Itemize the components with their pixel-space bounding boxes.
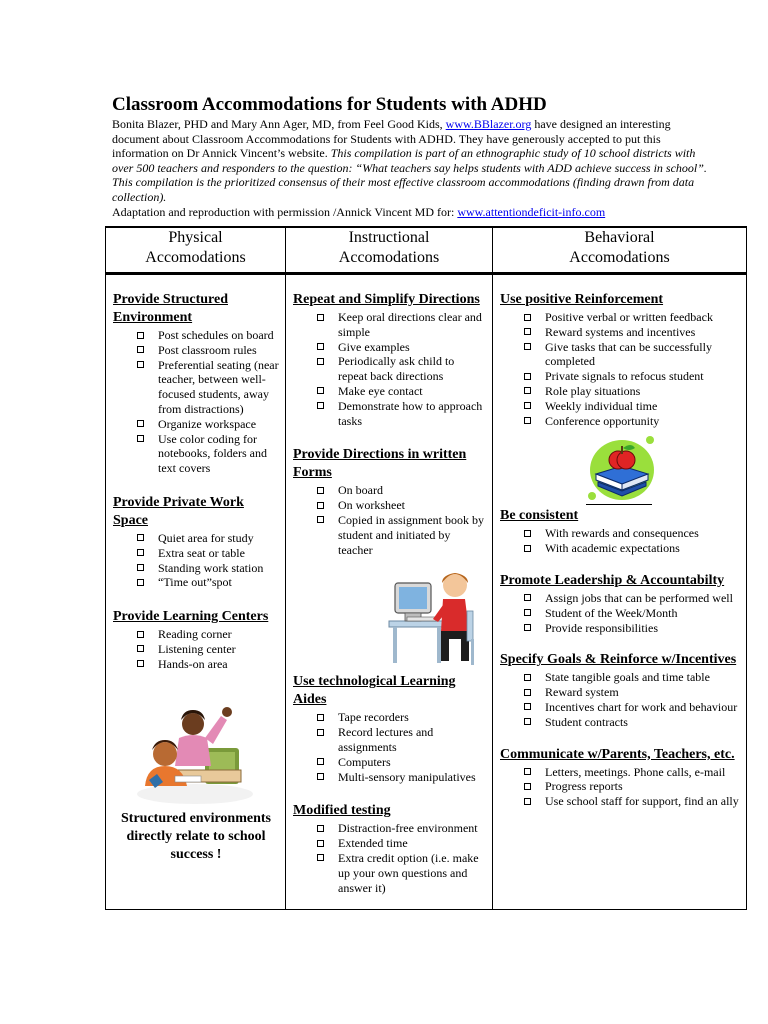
list-item: Quiet area for study — [137, 531, 279, 546]
behavioral-column — [493, 274, 747, 910]
technological-aides-list — [293, 710, 486, 784]
list-item: Provide responsibilities — [524, 621, 740, 636]
list-item: Extra credit option (i.e. make up your own questions and answer it) — [317, 851, 486, 895]
list-item: Make eye contact — [317, 384, 486, 399]
section-heading: Provide Structured Environment — [113, 292, 228, 325]
column-header-behavioral: Behavioral Accomodations — [493, 227, 747, 274]
section-heading: Provide Learning Centers — [113, 609, 269, 625]
list-item: Copied in assignment book by student and initiated by teacher — [317, 513, 486, 557]
private-work-space-list — [113, 531, 279, 590]
list-item: Organize workspace — [137, 417, 279, 432]
section-heading: Be consistent — [500, 508, 579, 524]
bblazer-link[interactable]: www.BBlazer.org — [445, 117, 532, 131]
section-heading: Use positive Reinforcement — [500, 292, 664, 307]
list-item: Weekly individual time — [524, 399, 740, 414]
list-item: Extra seat or table — [137, 546, 279, 561]
communicate-list — [500, 765, 740, 809]
be-consistent-list — [500, 526, 740, 556]
document-title: Classroom Accommodations for Students with ADHD — [112, 94, 547, 115]
physical-caption: Structured environments directly relate to school success ! — [121, 810, 271, 862]
list-item: Multi-sensory manipulatives — [317, 770, 486, 785]
list-item: Give examples — [317, 340, 486, 355]
list-item: With rewards and consequences — [524, 526, 740, 541]
goals-incentives-list — [500, 670, 740, 729]
list-item: Incentives chart for work and behaviour — [524, 700, 740, 715]
intro-italic-note: This compilation is part of an ethnographic study of 10 school districts with over 500 teachers and responders to the question: “What teachers say helps students with ADD achieve success in school”. This compilation is the prioritized consensus of their most effective classroom accommodations (finding drawn from data collection). — [112, 146, 707, 204]
table-header-row — [106, 227, 747, 274]
list-item: Post classroom rules — [137, 343, 279, 358]
list-item: “Time out”spot — [137, 575, 279, 590]
accommodations-table — [105, 226, 747, 910]
underline-divider — [586, 504, 652, 505]
adaptation-text: Adaptation and reproduction with permission /Annick Vincent MD for: — [112, 204, 458, 219]
list-item: Demonstrate how to approach tasks — [317, 399, 486, 429]
intro-text-continued: have designed an interesting document about Classroom Accommodations for Students with ADHD. They have generously accepted to put this information on Dr Annick Vincent’s website. — [112, 117, 671, 161]
list-item: Hands-on area — [137, 657, 279, 672]
list-item: Positive verbal or written feedback — [524, 310, 740, 325]
list-item: With academic expectations — [524, 541, 740, 556]
list-item: On worksheet — [317, 498, 486, 513]
repeat-directions-list — [293, 310, 486, 428]
modified-testing-list — [293, 821, 486, 895]
list-item: Tape recorders — [317, 710, 486, 725]
list-item: Conference opportunity — [524, 414, 740, 429]
section-heading: Modified testing — [293, 803, 391, 819]
list-item: Progress reports — [524, 779, 740, 794]
list-item: Reward systems and incentives — [524, 325, 740, 340]
child-at-computer-illustration — [385, 565, 485, 669]
attentiondeficit-link[interactable]: www.attentiondeficit-info.com — [457, 204, 606, 219]
section-heading: Repeat and Simplify Directions — [293, 292, 480, 307]
section-heading: Promote Leadership & Accountabilty — [500, 572, 725, 588]
learning-centers-list — [113, 627, 279, 671]
physical-column — [106, 274, 286, 910]
section-heading: Communicate w/Parents, Teachers, etc. — [500, 746, 735, 762]
list-item: Assign jobs that can be performed well — [524, 591, 740, 606]
list-item: Computers — [317, 755, 486, 770]
list-item: Listening center — [137, 642, 279, 657]
list-item: Extended time — [317, 836, 486, 851]
list-item: Use color coding for notebooks, folders and text covers — [137, 432, 279, 476]
list-item: State tangible goals and time table — [524, 670, 740, 685]
list-item: Letters, meetings. Phone calls, e-mail — [524, 765, 740, 780]
leadership-list — [500, 591, 740, 635]
instructional-column — [286, 274, 493, 910]
section-heading: Provide Private Work Space — [113, 494, 244, 528]
list-item: On board — [317, 483, 486, 498]
list-item: Standing work station — [137, 561, 279, 576]
list-item: Reward system — [524, 685, 740, 700]
apple-on-books-illustration — [586, 434, 658, 504]
list-item: Reading corner — [137, 627, 279, 642]
list-item: Student of the Week/Month — [524, 606, 740, 621]
written-directions-list — [293, 483, 486, 557]
list-item: Role play situations — [524, 384, 740, 399]
students-raising-hand-illustration — [135, 694, 255, 806]
list-item: Preferential seating (near teacher, between well-focused students, away from distractions) — [137, 358, 279, 417]
column-header-instructional: Instructional Accomodations — [286, 227, 493, 274]
list-item: Student contracts — [524, 715, 740, 730]
list-item: Post schedules on board — [137, 328, 279, 343]
list-item: Distraction-free environment — [317, 821, 486, 836]
intro-paragraph — [112, 117, 718, 219]
list-item: Give tasks that can be successfully completed — [524, 340, 740, 370]
list-item: Private signals to refocus student — [524, 369, 740, 384]
section-heading: Specify Goals & Reinforce w/Incentives — [500, 652, 737, 668]
list-item: Keep oral directions clear and simple — [317, 310, 486, 340]
list-item: Periodically ask child to repeat back directions — [317, 354, 486, 384]
list-item: Use school staff for support, find an ally — [524, 794, 740, 809]
section-heading: Use technological Learning Aides — [293, 674, 456, 708]
intro-text: Bonita Blazer, PHD and Mary Ann Ager, MD, from Feel Good Kids, — [112, 117, 446, 131]
section-heading: Provide Directions in written Forms — [293, 447, 467, 481]
structured-environment-list — [113, 328, 279, 476]
positive-reinforcement-list — [500, 310, 740, 428]
list-item: Record lectures and assignments — [317, 725, 486, 755]
table-body-row — [106, 274, 747, 910]
column-header-physical: Physical Accomodations — [106, 227, 286, 274]
